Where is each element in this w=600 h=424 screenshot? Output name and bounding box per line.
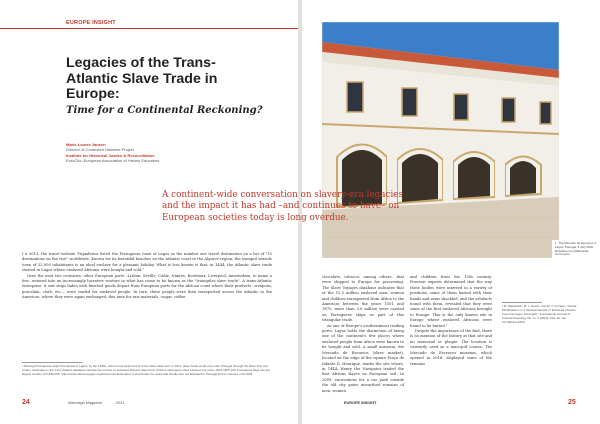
footnote-rule — [22, 362, 82, 363]
body-column-right-2 — [410, 275, 492, 367]
footnote-rule-right — [502, 302, 542, 303]
publication-name: Wavelagh Magazine — [68, 401, 103, 405]
section-label: EUROPE INSIGHT — [66, 20, 116, 26]
body-paragraph-4: As one of Europe's southernmost trading ports, Lagos holds the distinction of being one of the continent's few places where enslaved people from Africa were known to be bought and sold. A small museum, the Mercado de Escravos (slave market), located on the edge of the square Praça de Infante D. Henrique, marks the site where, in 1444, Henry the Navigator traded the first African slaves on European soil. In 2009, excavations for a car park outside the old city gates unearthed remains of men, women — [322, 323, 404, 393]
author-affiliation: EuroClio–European Association of History Educators — [66, 158, 160, 163]
page-number-left: 24 — [22, 399, 30, 406]
footnote-2: ² M. Wasterlain, M. J. Neves, and M. T. Ferreira, "Dental Modifications in a Skeletal Sample of Enslaved Africans Found at Lagos (Portugal)", International Journal of Osteoarchaeology 26, no. 4 (2016): 621–32. doi: 10.1002/oa.2453. — [502, 304, 577, 324]
body-column-left — [22, 252, 272, 301]
section-label-footer: EUROPE INSIGHT — [344, 401, 377, 405]
body-paragraph-1: I n 2013, the travel website Tripadvisor listed the Portuguese town of Lagos as the number one travel destination on a list of "15 destinations on the rise" worldwide. Known for its beautiful beaches on the Atlantic coast in the Algarve region, the tranquil seaside town of 22,000 inhabitants is an ideal enclave for a pleasant holiday. What is less known is that, in 1444, the Atlantic slave trade started in Lagos where enslaved Africans were bought and sold.¹ — [22, 252, 272, 273]
body-paragraph-6: Despite the importance of the find, there is no mention of the history at that site and no memorial or plaque. The location is currently used as a mini-golf course. The Mercado de Escravos museum, which opened in 2016, displayed some of the remains — [410, 329, 492, 366]
body-paragraph-2: Over the next two centuries, other European ports –Lisbon, Seville, Cádiz, Nantes, Bordeaux, Liverpool, Amsterdam, to name a few– entered into an increasingly lucrative venture in what has come to be known as the "triangular slave trade". A trans-Atlantic enterprise, it saw ships laden with finished goods depart from European ports for the African coast where their products –weapons, porcelain, cloth, etc.,– were traded for enslaved people. In turn, these people were then transported across the Atlantic to the Americas, where they were again exchanged, this time for raw materials –sugar, coffee, — [22, 273, 272, 300]
intro-pullquote: A continent-wide conversation on slavery-era legacies and the impact it has had –and continues to have– on European societies today is long overdue. — [162, 190, 404, 223]
author-role: Director of Contested Histories Project — [66, 147, 135, 152]
footnote-1: ¹ Although Portuguese ships first landed in Lagos, by the 1480s, Lisbon took focal control of the slave trade and, in 1512, slave boats could only enter Portugal through the River Tejo into Lisbon. Estimates in the trans-Atlantic database indicate the number of enslaved Africans taken from Africa by European ships between the years 1501-1875 with Portuguese flags has the largest number of 5,848,266. https://www.slavevoyages.org/assessment/estimates It should also be noted that Seville was not allocated in Portugal and its colonies until 1669. — [22, 364, 270, 376]
page-number-right: 25 — [568, 399, 576, 406]
article-title: Legacies of the Trans-Atlantic Slave Trade in Europe: — [66, 55, 218, 102]
body-paragraph-5: and children from the 15th century. Forensic experts determined that the way these bodies were interred in a variety of positions, some of them buried with their hands and arms shackled, and the artefacts found with them, revealed that they were some of the first enslaved Africans brought to Europe. This is the only known site in Europe where enslaved Africans were found to be buried.² — [410, 275, 492, 328]
section-rule — [0, 28, 298, 29]
body-column-right-1 — [322, 275, 404, 394]
photo-caption: 1. The Mercado de Escravos in Lagos, Portugal, 9 July 2020. Rosetime.net (Wikimedia Commons) — [555, 241, 597, 257]
article-subtitle: Time for a Continental Reckoning? — [66, 105, 263, 116]
publication-issue: 2021 — [116, 401, 125, 405]
author-name: Marie-Louise Jansen — [66, 142, 106, 147]
body-paragraph-3: chocolate, tobacco, among others– that were shipped to Europe for processing. The Slave Voyages database indicates that of the 12.5 million enslaved men, women and children transported from Africa to the Americas between the years 1501 and 1875, more than 5.8 million were carried on Portuguese ships as part of this triangular trade. — [322, 275, 404, 323]
author-institute: Institute for Historical Justice & Reconciliation — [66, 153, 155, 158]
